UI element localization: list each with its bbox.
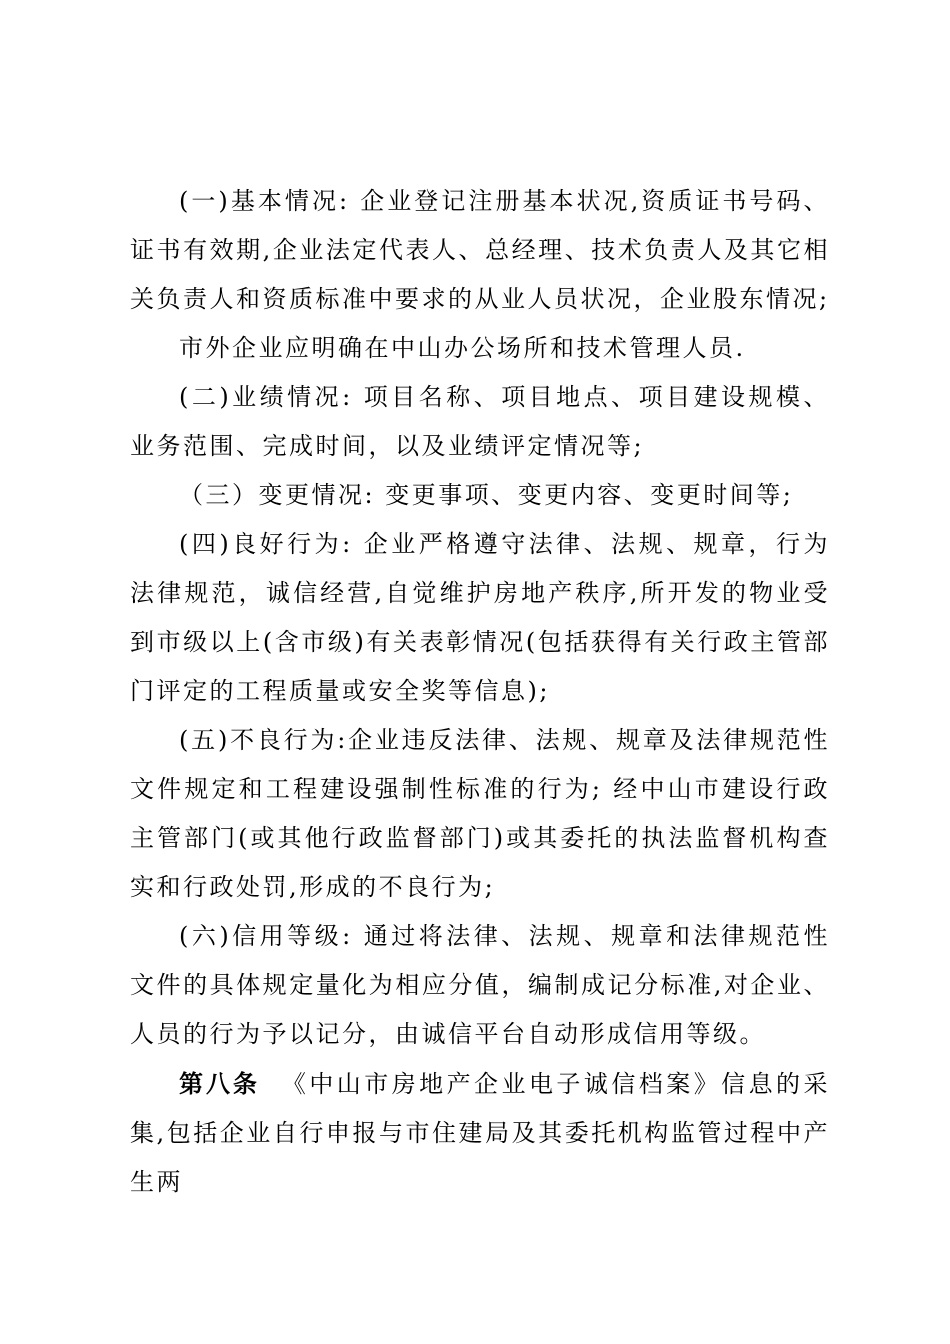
paragraph-bad-behavior: (五)不良行为:企业违反法律、法规、规章及法律规范性文件规定和工程建设强制性标准的行为; 经中山市建设行政主管部门(或其他行政监督部门)或其委托的执法监督机构查实和行政处罚,形成的不良行为; — [130, 726, 830, 901]
document-body — [130, 177, 830, 1207]
article-text: 《中山市房地产企业电子诚信档案》信息的采集,包括企业自行申报与市住建局及其委托机构监管过程中产生两 — [130, 1070, 831, 1196]
paragraph-out-of-city: 市外企业应明确在中山办公场所和技术管理人员. — [179, 334, 746, 362]
paragraph-basic-info: (一)基本情况: 企业登记注册基本状况,资质证书号码、证书有效期,企业法定代表人、总经理、技术负责人及其它相关负责人和资质标准中要求的从业人员状况，企业股东情况; — [130, 187, 830, 313]
article-label: 第八条 — [179, 1069, 260, 1098]
paragraph-changes: （三）变更情况: 变更事项、变更内容、变更时间等; — [179, 481, 794, 509]
paragraph-credit-rating: (六)信用等级: 通过将法律、法规、规章和法律规范性文件的具体规定量化为相应分值，编制成记分标准,对企业、人员的行为予以记分，由诚信平台自动形成信用等级。 — [130, 922, 830, 1048]
article-eight — [130, 1059, 830, 1207]
paragraph-performance: (二)业绩情况: 项目名称、项目地点、项目建设规模、业务范围、完成时间，以及业绩评定情况等; — [130, 383, 830, 460]
paragraph-good-behavior: (四)良好行为: 企业严格遵守法律、法规、规章，行为法律规范，诚信经营,自觉维护房地产秩序,所开发的物业受到市级以上(含市级)有关表彰情况(包括获得有关行政主管部门评定的工程质量或安全奖等信息); — [130, 530, 830, 705]
